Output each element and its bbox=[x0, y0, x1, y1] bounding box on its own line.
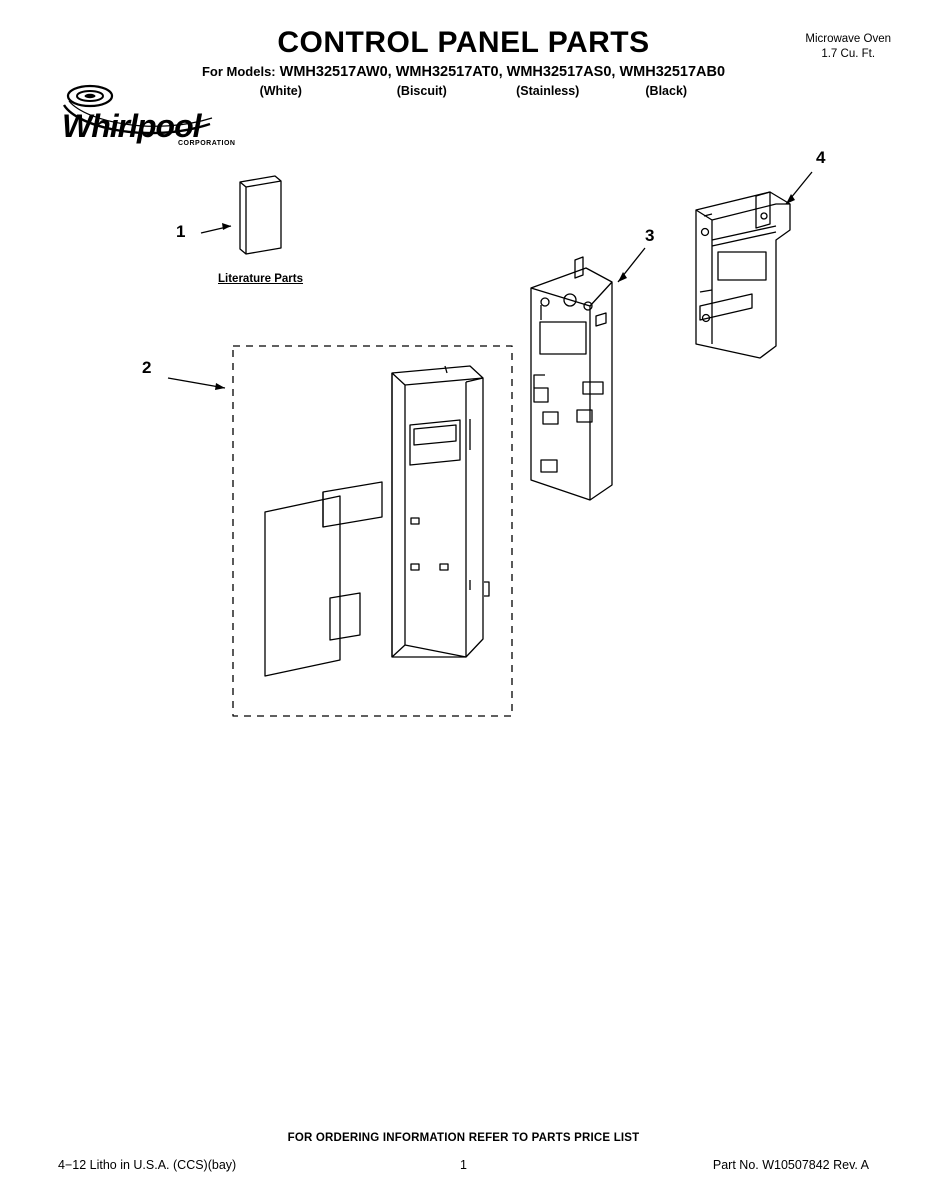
part-mounting-strip-lower bbox=[330, 593, 360, 640]
product-meta bbox=[805, 32, 891, 62]
part-control-panel-overlay bbox=[265, 496, 340, 676]
product-capacity-label: 1.7 Cu. Ft. bbox=[821, 48, 876, 60]
models-list: WMH32517AW0, WMH32517AT0, WMH32517AS0, WMH32517AB0 bbox=[279, 64, 726, 80]
color-biscuit: (Biscuit) bbox=[396, 84, 447, 98]
footer-page-number: 1 bbox=[460, 1158, 467, 1172]
callout-number-2: 2 bbox=[142, 358, 152, 377]
models-lead-label: For Models: bbox=[201, 64, 276, 79]
callout-leader-2 bbox=[168, 378, 225, 390]
color-stainless: (Stainless) bbox=[516, 84, 580, 98]
callout-number-4: 4 bbox=[816, 148, 826, 167]
whirlpool-corporation-label: CORPORATION bbox=[178, 140, 236, 147]
callout-number-3: 3 bbox=[645, 226, 655, 245]
part-control-panel-frame bbox=[531, 257, 612, 500]
whirlpool-wordmark: Whirlpool bbox=[62, 108, 201, 144]
product-type-label: Microwave Oven bbox=[805, 33, 891, 45]
part-mounting-strip-upper bbox=[323, 482, 382, 527]
ordering-information-note: FOR ORDERING INFORMATION REFER TO PARTS PRICE LIST bbox=[287, 1132, 640, 1144]
callout-number-1: 1 bbox=[176, 222, 186, 241]
exploded-parts-illustration bbox=[0, 120, 927, 760]
literature-parts-caption: Literature Parts bbox=[218, 273, 304, 285]
footer-litho-info: 4−12 Litho in U.S.A. (CCS)(bay) bbox=[58, 1158, 237, 1172]
part-literature-booklet bbox=[240, 176, 281, 254]
footer-part-number: Part No. W10507842 Rev. A bbox=[712, 1158, 869, 1172]
part-group-dashed-box bbox=[233, 346, 512, 716]
callout-leader-1 bbox=[201, 223, 231, 233]
part-electronic-control-board bbox=[696, 192, 790, 358]
color-black: (Black) bbox=[645, 84, 688, 98]
callout-leader-3 bbox=[618, 248, 645, 282]
page-title: CONTROL PANEL PARTS bbox=[277, 26, 650, 59]
part-control-panel-door bbox=[392, 366, 489, 657]
color-white: (White) bbox=[259, 84, 302, 98]
callout-leader-4 bbox=[786, 172, 812, 204]
